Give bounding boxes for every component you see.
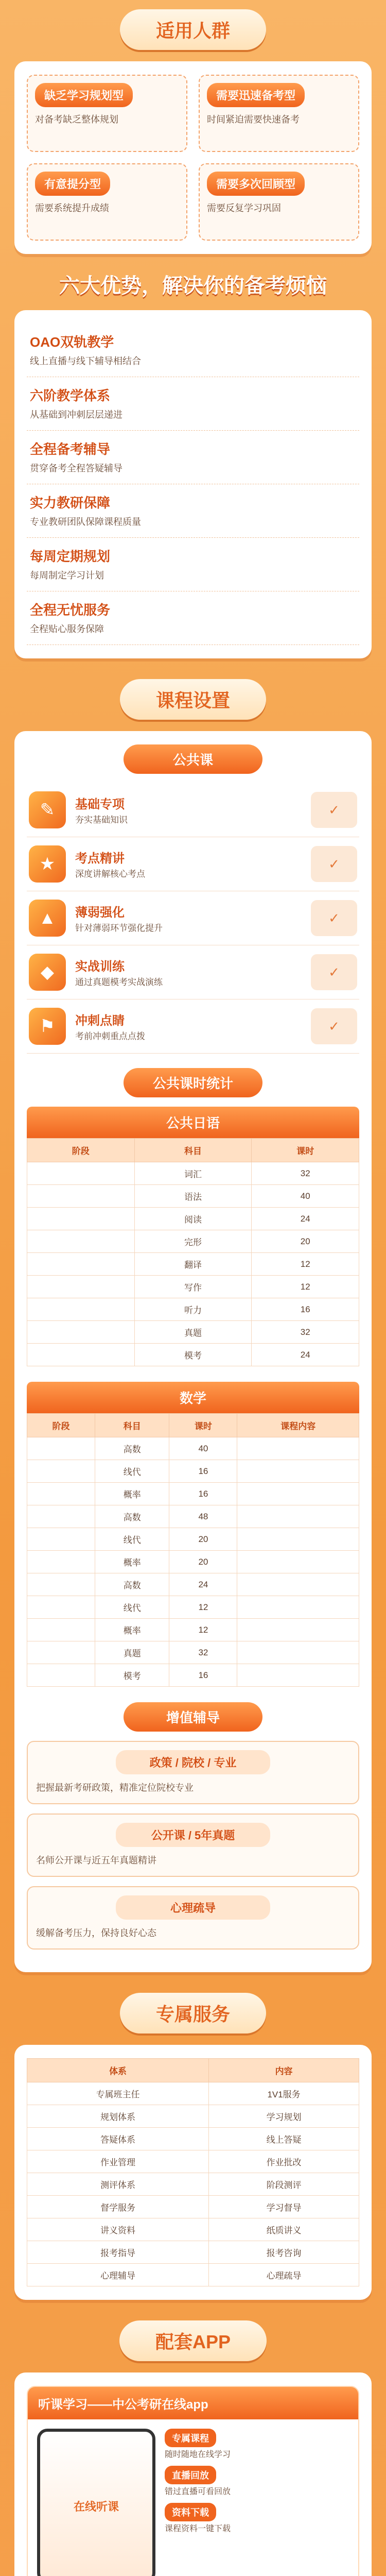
table-row	[27, 2264, 359, 2286]
advantage-text: 专业教研团队保障课程质量	[30, 517, 141, 527]
table-cell: 20	[169, 1528, 237, 1551]
advantages-title: 六大优势，解决你的备考烦恼	[59, 275, 327, 297]
table-cell	[237, 1528, 359, 1551]
crowd-text: 需要系统提升成绩	[35, 203, 109, 213]
table-cell: 线代	[95, 1460, 169, 1483]
table-cell	[27, 1528, 95, 1551]
table-header: 课时	[252, 1139, 359, 1162]
table-cell: 答疑体系	[27, 2128, 209, 2150]
course-desc: 深度讲解核心考点	[75, 869, 145, 879]
crowd-text: 时间紧迫需要快速备考	[207, 114, 300, 125]
table-cell	[27, 1641, 95, 1664]
table-cell: 20	[169, 1551, 237, 1573]
math-table-head: 数学	[27, 1382, 359, 1413]
table-row	[27, 1551, 359, 1573]
course-icon: ✎	[29, 791, 66, 828]
table-row	[27, 1321, 359, 1344]
table-row	[27, 2196, 359, 2218]
app-feature-text: 课程资料一键下载	[165, 2524, 231, 2533]
table-row	[27, 1230, 359, 1253]
table-cell	[27, 1596, 95, 1619]
table-row	[27, 1276, 359, 1298]
table-cell: 阶段测评	[209, 2173, 359, 2196]
table-cell: 12	[252, 1253, 359, 1276]
advantage-item	[27, 591, 359, 645]
table-cell	[27, 1321, 135, 1344]
table-row	[27, 2082, 359, 2105]
table-row	[27, 1185, 359, 1208]
app-feature	[165, 2429, 349, 2461]
table-cell	[27, 1483, 95, 1505]
advantage-text: 从基础到冲刺层层递进	[30, 410, 122, 420]
table-cell: 讲义资料	[27, 2218, 209, 2241]
course-icon: ⚑	[29, 1008, 66, 1045]
app-feature-tag: 专属课程	[165, 2429, 216, 2447]
crowd-tag: 缺乏学习规划型	[35, 83, 133, 107]
table-cell: 线代	[95, 1528, 169, 1551]
table-cell: 真题	[95, 1641, 169, 1664]
advantage-text: 每周制定学习计划	[30, 570, 104, 581]
table-cell: 32	[252, 1321, 359, 1344]
app-title: 配套APP	[119, 2320, 267, 2361]
table-row	[27, 1162, 359, 1185]
table-cell	[237, 1505, 359, 1528]
advantages-card	[14, 310, 372, 658]
table-row	[27, 1298, 359, 1321]
table-header: 课程内容	[237, 1414, 359, 1437]
zen-text: 名师公开课与近五年真题精讲	[36, 1855, 156, 1866]
table-cell	[27, 1162, 135, 1185]
table-cell	[237, 1596, 359, 1619]
advantage-item	[27, 377, 359, 431]
table-cell: 作业管理	[27, 2150, 209, 2173]
table-cell: 模考	[134, 1344, 252, 1366]
table-cell	[237, 1619, 359, 1641]
hours-table	[27, 1138, 359, 1366]
table-row	[27, 2218, 359, 2241]
advantage-item	[27, 538, 359, 591]
table-cell: 作业批改	[209, 2150, 359, 2173]
course-desc: 通过真题模考实战演练	[75, 977, 163, 987]
course-desc: 夯实基础知识	[75, 815, 128, 825]
service-title: 专属服务	[120, 1993, 266, 2033]
crowd-banner	[0, 0, 386, 50]
table-cell: 32	[252, 1162, 359, 1185]
table-cell: 语法	[134, 1185, 252, 1208]
table-cell: 概率	[95, 1483, 169, 1505]
table-cell	[27, 1208, 135, 1230]
crowd-item	[199, 163, 359, 241]
course-name: 冲刺点睛	[75, 1013, 125, 1028]
table-cell: 概率	[95, 1619, 169, 1641]
table-cell	[27, 1573, 95, 1596]
course-badge-icon: ✓	[311, 900, 357, 936]
table-row	[27, 2105, 359, 2128]
table-cell: 翻译	[134, 1253, 252, 1276]
course-icon: ★	[29, 845, 66, 883]
crowd-title: 适用人群	[120, 9, 266, 50]
advantage-title: 六阶教学体系	[30, 388, 111, 403]
table-cell: 12	[169, 1596, 237, 1619]
app-feature-tag: 资料下载	[165, 2503, 216, 2521]
table-cell: 完形	[134, 1230, 252, 1253]
app-card-wrap	[14, 2372, 372, 2576]
course-row	[27, 891, 359, 945]
crowd-tag: 需要多次回顾型	[207, 172, 305, 196]
table-cell	[27, 1185, 135, 1208]
table-cell	[27, 1551, 95, 1573]
advantage-text: 贯穿备考全程答疑辅导	[30, 463, 122, 473]
service-table	[27, 2058, 359, 2286]
table-cell: 词汇	[134, 1162, 252, 1185]
table-row	[27, 1641, 359, 1664]
course-badge-icon: ✓	[311, 1008, 357, 1044]
table-cell: 40	[169, 1437, 237, 1460]
table-row	[27, 1253, 359, 1276]
advantage-title: OAO双轨教学	[30, 334, 114, 350]
hours-sub-title: 公共课时统计	[124, 1068, 262, 1097]
table-header: 内容	[209, 2059, 359, 2082]
course-desc: 针对薄弱环节强化提升	[75, 923, 163, 933]
table-row	[27, 1573, 359, 1596]
app-feature	[165, 2466, 349, 2498]
courses-card	[14, 731, 372, 1972]
advantage-item	[27, 431, 359, 484]
course-icon: ◆	[29, 954, 66, 991]
table-cell: 模考	[95, 1664, 169, 1687]
advantage-text: 线上直播与线下辅导相结合	[30, 356, 141, 366]
app-feature-text: 随时随地在线学习	[165, 2450, 231, 2459]
course-badge-icon: ✓	[311, 846, 357, 882]
table-row	[27, 1619, 359, 1641]
table-header: 科目	[134, 1139, 252, 1162]
table-cell: 1V1服务	[209, 2082, 359, 2105]
crowd-card	[14, 61, 372, 254]
table-cell: 24	[252, 1208, 359, 1230]
table-cell	[27, 1664, 95, 1687]
table-cell	[27, 1230, 135, 1253]
table-header: 课时	[169, 1414, 237, 1437]
table-row	[27, 1344, 359, 1366]
zen-tag: 政策 / 院校 / 专业	[116, 1750, 270, 1774]
table-cell: 16	[169, 1483, 237, 1505]
table-row	[27, 2241, 359, 2264]
table-cell: 16	[252, 1298, 359, 1321]
course-name: 实战训练	[75, 959, 125, 974]
table-cell: 听力	[134, 1298, 252, 1321]
zen-sub-title: 增值辅导	[124, 1702, 262, 1732]
table-cell: 20	[252, 1230, 359, 1253]
course-row	[27, 999, 359, 1054]
app-feature-tag: 直播回放	[165, 2466, 216, 2484]
table-cell: 报考咨询	[209, 2241, 359, 2264]
table-cell: 心理疏导	[209, 2264, 359, 2286]
table-cell: 48	[169, 1505, 237, 1528]
zen-item	[27, 1741, 359, 1804]
course-row	[27, 837, 359, 891]
table-cell: 学习督导	[209, 2196, 359, 2218]
table-row	[27, 2128, 359, 2150]
table-cell	[27, 1437, 95, 1460]
course-badge-icon: ✓	[311, 792, 357, 828]
table-cell	[27, 1344, 135, 1366]
crowd-text: 需要反复学习巩固	[207, 203, 281, 213]
table-cell: 规划体系	[27, 2105, 209, 2128]
table-header: 阶段	[27, 1414, 95, 1437]
table-row	[27, 2150, 359, 2173]
table-cell	[27, 1619, 95, 1641]
course-row	[27, 783, 359, 837]
table-cell	[237, 1573, 359, 1596]
table-row	[27, 1596, 359, 1619]
table-cell: 16	[169, 1460, 237, 1483]
table-cell: 12	[169, 1619, 237, 1641]
courses-banner	[0, 670, 386, 720]
table-cell: 写作	[134, 1276, 252, 1298]
course-name: 基础专项	[75, 797, 125, 811]
advantage-text: 全程贴心服务保障	[30, 624, 104, 634]
table-cell	[237, 1460, 359, 1483]
table-cell: 32	[169, 1641, 237, 1664]
table-cell: 纸质讲义	[209, 2218, 359, 2241]
table-row	[27, 1437, 359, 1460]
table-cell: 学习规划	[209, 2105, 359, 2128]
table-cell: 12	[252, 1276, 359, 1298]
table-cell: 线上答疑	[209, 2128, 359, 2150]
table-row	[27, 1460, 359, 1483]
table-header: 科目	[95, 1414, 169, 1437]
zen-item	[27, 1886, 359, 1950]
table-cell: 阅读	[134, 1208, 252, 1230]
phone-mockup: 在线听课	[37, 2429, 155, 2576]
hours-table-head: 公共日语	[27, 1107, 359, 1138]
table-cell	[27, 1505, 95, 1528]
table-row	[27, 1483, 359, 1505]
table-row	[27, 1528, 359, 1551]
table-cell: 40	[252, 1185, 359, 1208]
table-cell: 报考指导	[27, 2241, 209, 2264]
zen-text: 缓解备考压力，保持良好心态	[36, 1928, 156, 1938]
advantage-item	[27, 324, 359, 377]
course-sub-title: 公共课	[124, 744, 262, 774]
service-card	[14, 2045, 372, 2300]
course-row	[27, 945, 359, 999]
course-desc: 考前冲刺重点点拨	[75, 1031, 145, 1041]
advantage-title: 每周定期规划	[30, 549, 111, 564]
zen-item	[27, 1814, 359, 1877]
course-icon: ▲	[29, 900, 66, 937]
crowd-item	[27, 75, 187, 152]
course-name: 薄弱强化	[75, 905, 125, 920]
table-row	[27, 1208, 359, 1230]
table-cell	[27, 1298, 135, 1321]
table-cell: 16	[169, 1664, 237, 1687]
table-cell: 真题	[134, 1321, 252, 1344]
advantage-item	[27, 484, 359, 538]
crowd-item	[27, 163, 187, 241]
crowd-tag: 有意提分型	[35, 172, 110, 196]
table-cell: 24	[252, 1344, 359, 1366]
table-cell	[27, 1253, 135, 1276]
table-cell	[237, 1641, 359, 1664]
app-card	[27, 2386, 359, 2576]
courses-title: 课程设置	[120, 679, 266, 720]
table-row	[27, 1664, 359, 1687]
table-row	[27, 2173, 359, 2196]
table-header: 体系	[27, 2059, 209, 2082]
zen-tag: 公开课 / 5年真题	[116, 1823, 270, 1847]
table-cell	[237, 1551, 359, 1573]
table-cell	[27, 1460, 95, 1483]
table-cell: 心理辅导	[27, 2264, 209, 2286]
table-row	[27, 1505, 359, 1528]
zen-text: 把握最新考研政策，精准定位院校专业	[36, 1783, 194, 1793]
crowd-tag: 需要迅速备考型	[207, 83, 305, 107]
math-table	[27, 1413, 359, 1687]
crowd-text: 对备考缺乏整体规划	[35, 114, 118, 125]
course-badge-icon: ✓	[311, 954, 357, 990]
advantage-title: 全程无忧服务	[30, 602, 111, 618]
crowd-item	[199, 75, 359, 152]
table-cell	[237, 1483, 359, 1505]
table-cell: 专属班主任	[27, 2082, 209, 2105]
table-cell: 概率	[95, 1551, 169, 1573]
advantage-title: 全程备考辅导	[30, 442, 111, 457]
app-feature-text: 错过直播可看回放	[165, 2487, 231, 2496]
table-cell: 24	[169, 1573, 237, 1596]
course-name: 考点精讲	[75, 851, 125, 866]
table-cell: 高数	[95, 1505, 169, 1528]
service-banner	[0, 1984, 386, 2033]
table-cell	[237, 1437, 359, 1460]
table-cell	[237, 1664, 359, 1687]
zen-tag: 心理疏导	[116, 1895, 270, 1920]
app-feature	[165, 2503, 349, 2535]
table-cell: 线代	[95, 1596, 169, 1619]
table-header: 阶段	[27, 1139, 135, 1162]
advantage-title: 实力教研保障	[30, 495, 111, 511]
table-cell	[27, 1276, 135, 1298]
app-title: 听课学习——中公考研在线app	[28, 2387, 358, 2419]
table-cell: 高数	[95, 1437, 169, 1460]
app-banner	[0, 2311, 386, 2361]
table-cell: 测评体系	[27, 2173, 209, 2196]
table-cell: 督学服务	[27, 2196, 209, 2218]
table-cell: 高数	[95, 1573, 169, 1596]
